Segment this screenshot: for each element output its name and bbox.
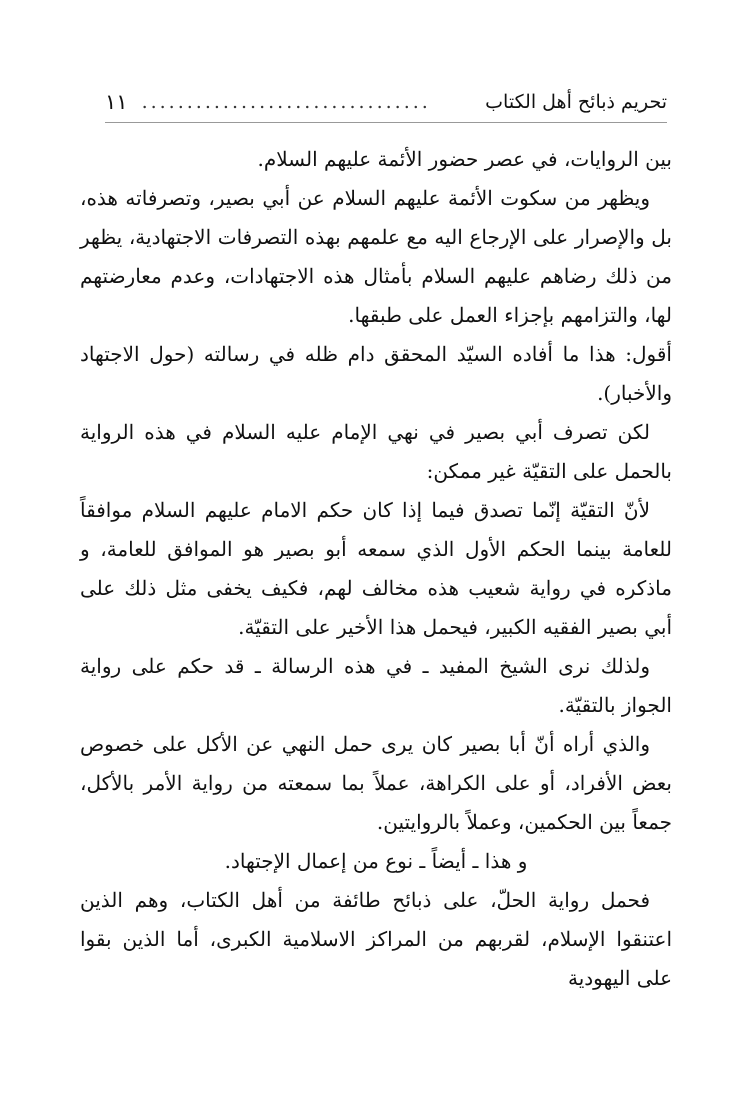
paragraph: بين الروايات، في عصر حضور الأئمة عليهم السلام. (257, 147, 672, 171)
paragraph: ويظهر من سكوت الأئمة عليهم السلام عن أبي بصير، وتصرفاته هذه، بل والإصرار على الإرجاع اليه مع علمهم بهذه التصرفات الاجتهادية، يظهر من ذلك رضاهم عليهم السلام بأمثال هذه الاجتهادات، وعدم معارضتهم لها، والتزامهم بإجزاء العمل على طبقها. (80, 186, 672, 327)
running-header (105, 82, 667, 123)
paragraph: أقول: هذا ما أفاده السيّد المحقق دام ظله في رسالته (حول الاجتهاد والأخبار). (80, 342, 672, 405)
paragraph: و هذا ـ أيضاً ـ نوع من إعمال الإجتهاد. (224, 849, 528, 873)
page-number: ١١ (105, 90, 128, 114)
paragraph: لأنّ التقيّة إنّما تصدق فيما إذا كان حكم الامام عليهم السلام موافقاً للعامة بينما الحكم الأول الذي سمعه أبو بصير هو الموافق للعامة، و ماذكره في رواية شعيب هذه مخالف لهم، فكيف يخفى مثل ذلك على أبي بصير الفقيه الكبير، فيحمل هذا الأخير على التقيّة. (80, 498, 672, 639)
header-title: تحريم ذبائح أهل الكتاب (485, 91, 667, 113)
paragraph: ولذلك نرى الشيخ المفيد ـ في هذه الرسالة ـ قد حكم على رواية الجواز بالتقيّة. (80, 654, 672, 717)
paragraph: فحمل رواية الحلّ، على ذبائح طائفة من أهل الكتاب، وهم الذين اعتنقوا الإسلام، لقربهم من المراكز الاسلامية الكبرى، أما الذين بقوا على اليهودية (80, 888, 672, 990)
paragraph: والذي أراه أنّ أبا بصير كان يرى حمل النهي عن الأكل على خصوص بعض الأفراد، أو على الكراهة، عملاً بما سمعته من رواية الأمر بالأكل، جمعاً بين الحكمين، وعملاً بالروايتين. (80, 732, 672, 834)
paragraph: لكن تصرف أبي بصير في نهي الإمام عليه السلام في هذه الرواية بالحمل على التقيّة غير ممكن: (80, 420, 672, 483)
body-text (80, 140, 672, 998)
header-leader-dots: ................................ (141, 91, 431, 113)
